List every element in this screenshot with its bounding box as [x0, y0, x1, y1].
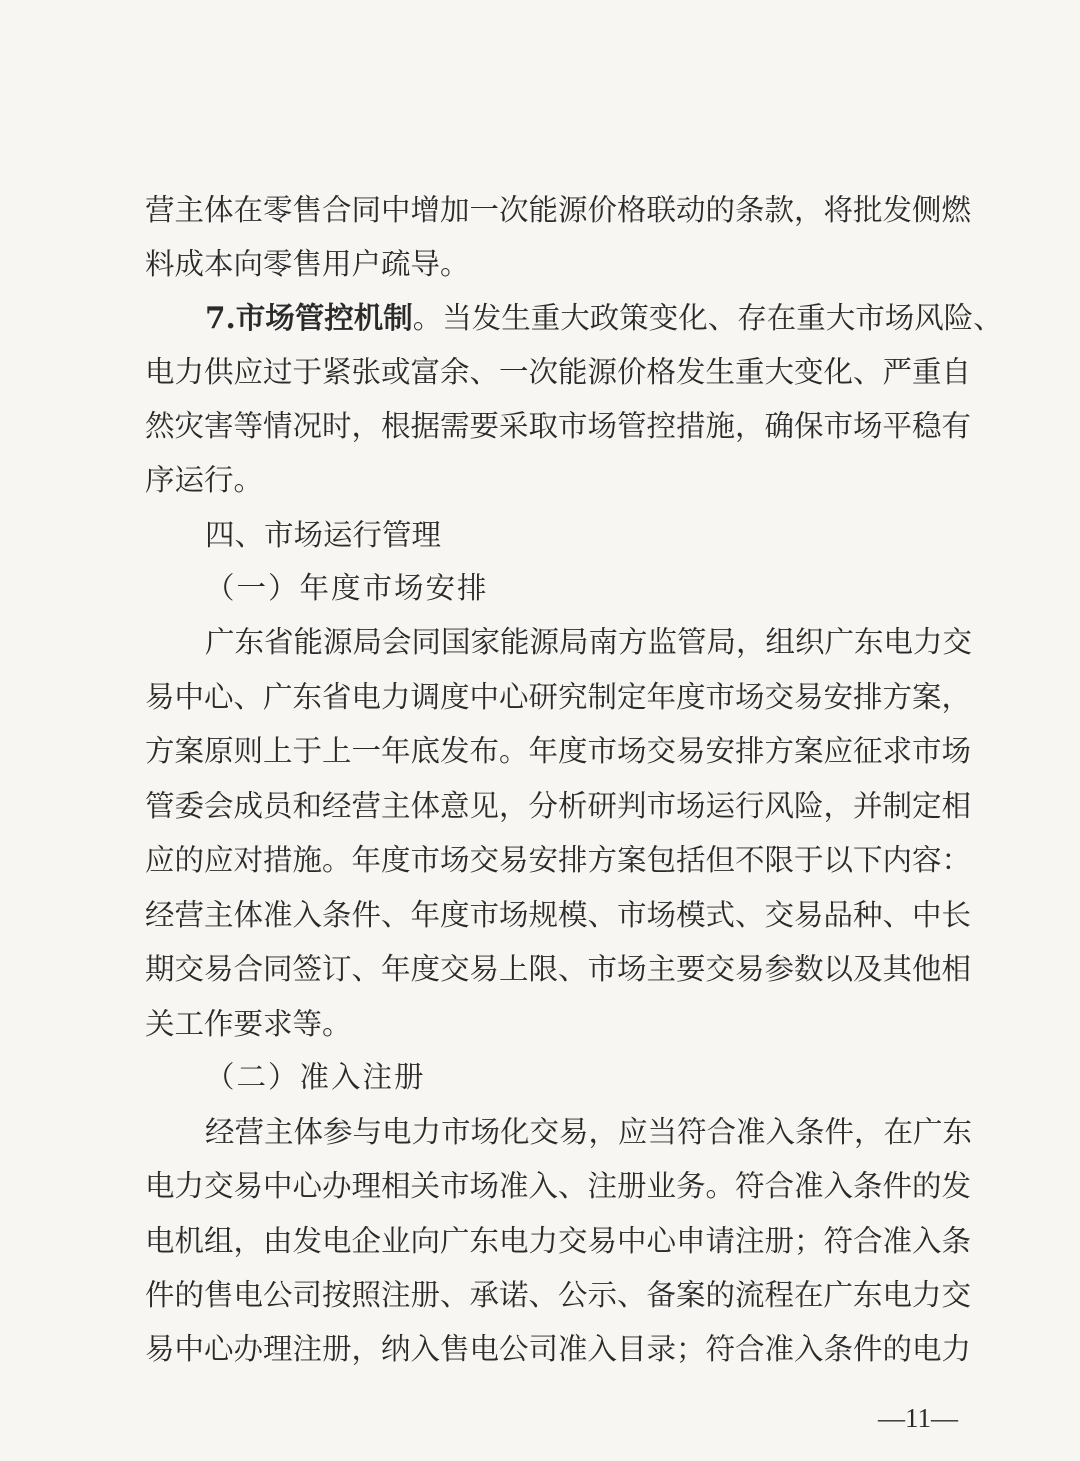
- text-line: 期交易合同签订、年度交易上限、市场主要交易参数以及其他相: [145, 952, 972, 986]
- page-number: —11—: [878, 1403, 958, 1433]
- text-line: 电机组，由发电企业向广东电力交易中心申请注册；符合准入条: [145, 1224, 972, 1258]
- text-line: 序运行。: [145, 463, 264, 497]
- text-line: 电力交易中心办理相关市场准入、注册业务。符合准入条件的发: [145, 1169, 972, 1203]
- text-line: 营主体在零售合同中增加一次能源价格联动的条款，将批发侧燃: [145, 193, 972, 227]
- text-line: 关工作要求等。: [145, 1007, 352, 1041]
- text-line: 易中心、广东省电力调度中心研究制定年度市场交易安排方案，: [145, 680, 972, 714]
- text-line: 电力供应过于紧张或富余、一次能源价格发生重大变化、严重自: [145, 355, 972, 389]
- text-line: 然灾害等情况时，根据需要采取市场管控措施，确保市场平稳有: [145, 409, 972, 443]
- text-line: 管委会成员和经营主体意见，分析研判市场运行风险，并制定相: [145, 789, 972, 823]
- paragraph-7-first-line: [205, 298, 1003, 338]
- subsection-heading-2: （二）准入注册: [205, 1060, 426, 1094]
- text-line: 经营主体参与电力市场化交易，应当符合准入条件，在广东: [205, 1115, 973, 1149]
- text-line: 经营主体准入条件、年度市场规模、市场模式、交易品种、中长: [145, 898, 972, 932]
- subsection-heading-1: （一）年度市场安排: [205, 571, 489, 605]
- text-line: 应的应对措施。年度市场交易安排方案包括但不限于以下内容：: [145, 843, 972, 877]
- text-line: 易中心办理注册，纳入售电公司准入目录；符合准入条件的电力: [145, 1332, 972, 1366]
- text-line: 方案原则上于上一年底发布。年度市场交易安排方案应征求市场: [145, 734, 972, 768]
- text-line: 件的售电公司按照注册、承诺、公示、备案的流程在广东电力交: [145, 1278, 972, 1312]
- text-line: 料成本向零售用户疏导。: [145, 247, 470, 281]
- section-7-title: 7.市场管控机制: [205, 300, 413, 335]
- text-line: 。当发生重大政策变化、存在重大市场风险、: [412, 301, 1003, 335]
- text-line: 广东省能源局会同国家能源局南方监管局，组织广东电力交: [205, 625, 973, 659]
- section-heading-4: 四、市场运行管理: [205, 518, 442, 552]
